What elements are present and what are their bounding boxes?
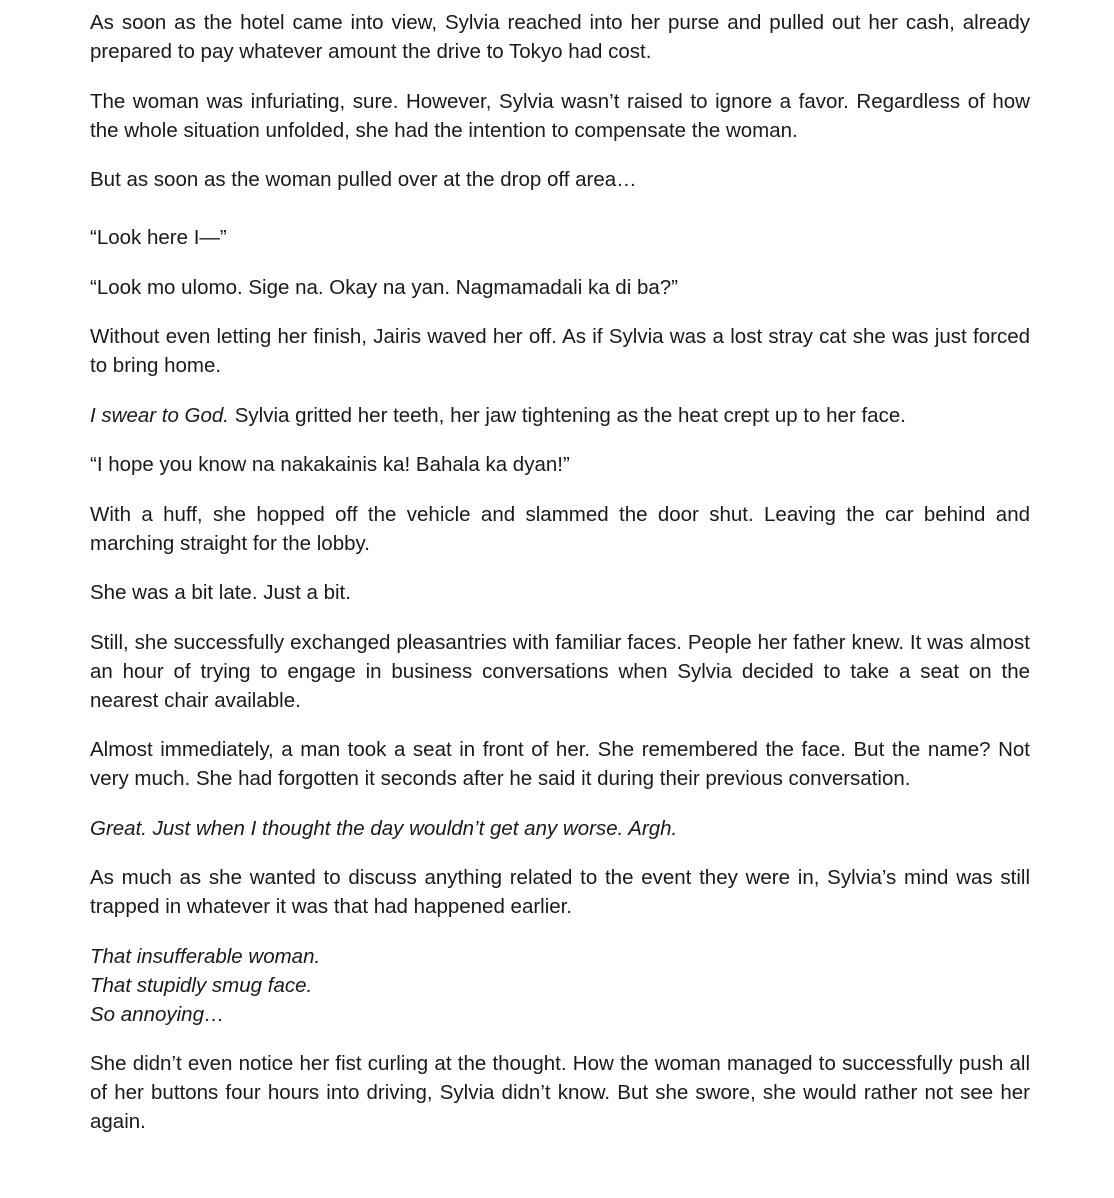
paragraph-hotel-arrival: As soon as the hotel came into view, Sylvia reached into her purse and pulled out her cash, already prepared to pay whatever amount the drive to Tokyo had cost. bbox=[90, 11, 1030, 63]
italic-thought: I swear to God. bbox=[90, 403, 230, 427]
dialogue-look-mo-ulomo: “Look mo ulomo. Sige na. Okay na yan. Nagmamadali ka di ba?” bbox=[90, 275, 678, 299]
paragraph-waved-off: Without even letting her finish, Jairis waved her off. As if Sylvia was a lost stray cat she was just forced to bring home. bbox=[90, 325, 1030, 377]
thought-line: That insufferable woman. bbox=[90, 944, 321, 968]
thought-line: That stupidly smug face. bbox=[90, 973, 313, 997]
paragraph-text: Sylvia gritted her teeth, her jaw tightening as the heat crept up to her face. bbox=[229, 403, 906, 427]
paragraph-man-took-seat: Almost immediately, a man took a seat in front of her. She remembered the face. But the name? Not very much. She had forgotten it seconds after he said it during their previous conversation. bbox=[90, 738, 1030, 790]
paragraph-fist-curling: She didn’t even notice her fist curling at the thought. How the woman managed to successfully push all of her buttons four hours into driving, Sylvia didn’t know. But she swore, she would rather not see her again. bbox=[90, 1052, 1030, 1133]
paragraph-swear-to-god bbox=[90, 401, 1030, 430]
paragraph-bit-late: She was a bit late. Just a bit. bbox=[90, 581, 351, 604]
paragraph-drop-off: But as soon as the woman pulled over at the drop off area… bbox=[90, 168, 637, 191]
paragraph-huff: With a huff, she hopped off the vehicle and slammed the door shut. Leaving the car behind and marching straight for the lobby. bbox=[90, 502, 1030, 555]
thought-line: So annoying… bbox=[90, 1002, 225, 1026]
paragraph-pleasantries: Still, she successfully exchanged pleasantries with familiar faces. People her father knew. It was almost an hour of trying to engage in business conversations when Sylvia decided to take a seat on the nearest chair available. bbox=[90, 630, 1030, 712]
paragraph-trapped-mind: As much as she wanted to discuss anything related to the event they were in, Sylvia’s mind was still trapped in whatever it was that had happened earlier. bbox=[90, 866, 1030, 918]
dialogue-look-here: “Look here I—” bbox=[90, 226, 227, 249]
paragraph-infuriating-woman: The woman was infuriating, sure. However, Sylvia wasn’t raised to ignore a favor. Regardless of how the whole situation unfolded, she had the intention to compensate the woman. bbox=[90, 89, 1030, 142]
paragraph-inner-thoughts bbox=[90, 942, 1030, 1029]
paragraph-great-thought: Great. Just when I thought the day wouldn’t get any worse. Argh. bbox=[90, 816, 678, 840]
dialogue-nakakainis: “I hope you know na nakakainis ka! Bahala ka dyan!” bbox=[90, 453, 570, 476]
document-page bbox=[90, 8, 1030, 1157]
